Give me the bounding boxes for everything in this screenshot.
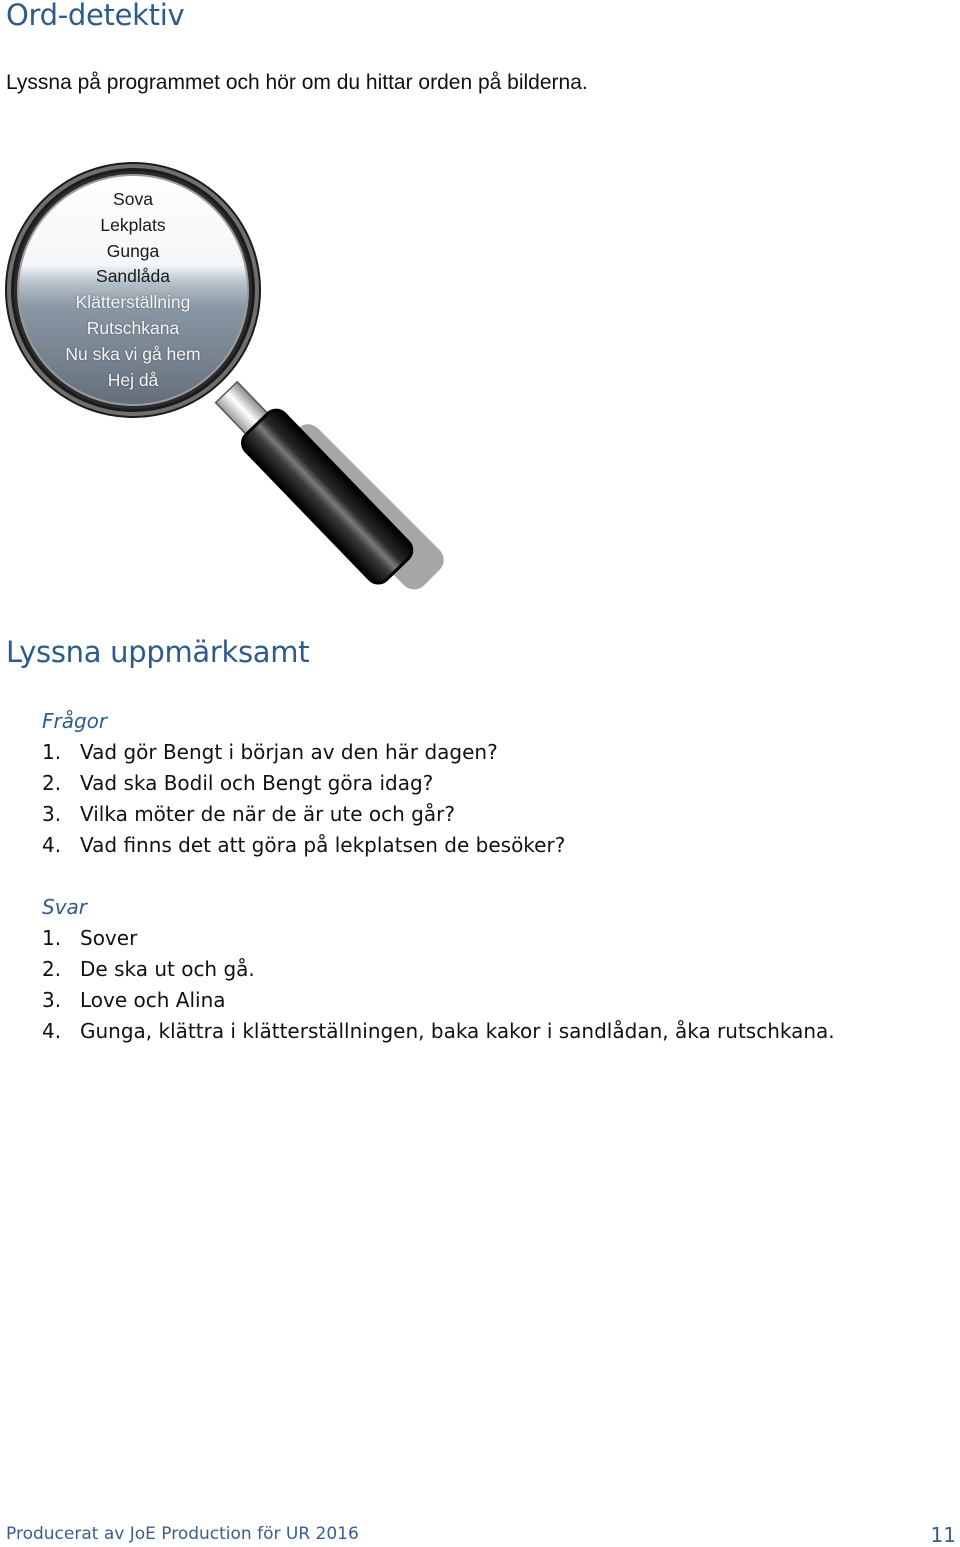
- question-item: [42, 737, 565, 768]
- question-text: Vilka möter de när de är ute och går?: [80, 802, 455, 826]
- question-number: 1.: [42, 740, 62, 764]
- question-item: [42, 830, 565, 861]
- magnifier-word: Klätterställning: [75, 292, 191, 313]
- intro-text: Lyssna på programmet och hör om du hittar orden på bilderna.: [6, 71, 588, 94]
- magnifier-word: Sandlåda: [96, 266, 170, 287]
- question-number: 2.: [42, 771, 62, 795]
- question-number: 3.: [42, 802, 62, 826]
- answer-item: [42, 954, 835, 985]
- magnifier-word: Rutschkana: [86, 317, 180, 338]
- answers-list: [42, 923, 835, 1047]
- magnifier-word-list: [18, 187, 248, 393]
- questions-list: [42, 737, 565, 861]
- answer-number: 3.: [42, 988, 62, 1012]
- answer-number: 2.: [42, 957, 62, 981]
- question-text: Vad finns det att göra på lekplatsen de besöker?: [80, 833, 566, 857]
- questions-block: [42, 706, 565, 861]
- page-number: 11: [930, 1523, 956, 1547]
- answer-text: De ska ut och gå.: [80, 957, 255, 981]
- question-item: [42, 799, 565, 830]
- answer-text: Gunga, klättra i klätterställningen, baka kakor i sandlådan, åka rutschkana.: [80, 1019, 835, 1043]
- question-text: Vad ska Bodil och Bengt göra idag?: [80, 771, 434, 795]
- answer-text: Love och Alina: [80, 988, 226, 1012]
- section-title: Lyssna uppmärksamt: [6, 635, 310, 669]
- page-title: Ord-detektiv: [6, 0, 185, 32]
- answer-item: [42, 985, 835, 1016]
- answers-heading: Svar: [42, 895, 88, 919]
- answers-block: [42, 892, 835, 1047]
- magnifier-word: Nu ska vi gå hem: [65, 343, 201, 364]
- footer-producer: Producerat av JoE Production för UR 2016: [6, 1524, 359, 1544]
- question-item: [42, 768, 565, 799]
- magnifier-word: Lekplats: [100, 214, 166, 235]
- answer-number: 1.: [42, 926, 62, 950]
- magnifier-word: Gunga: [106, 240, 160, 261]
- answer-item: [42, 1016, 835, 1047]
- question-number: 4.: [42, 833, 62, 857]
- questions-heading: Frågor: [42, 709, 108, 733]
- answer-number: 4.: [42, 1019, 62, 1043]
- magnifier-word: Sova: [113, 189, 153, 209]
- magnifier-word: Hej då: [107, 369, 159, 390]
- question-text: Vad gör Bengt i början av den här dagen?: [80, 740, 498, 764]
- answer-item: [42, 923, 835, 954]
- answer-text: Sover: [80, 926, 138, 950]
